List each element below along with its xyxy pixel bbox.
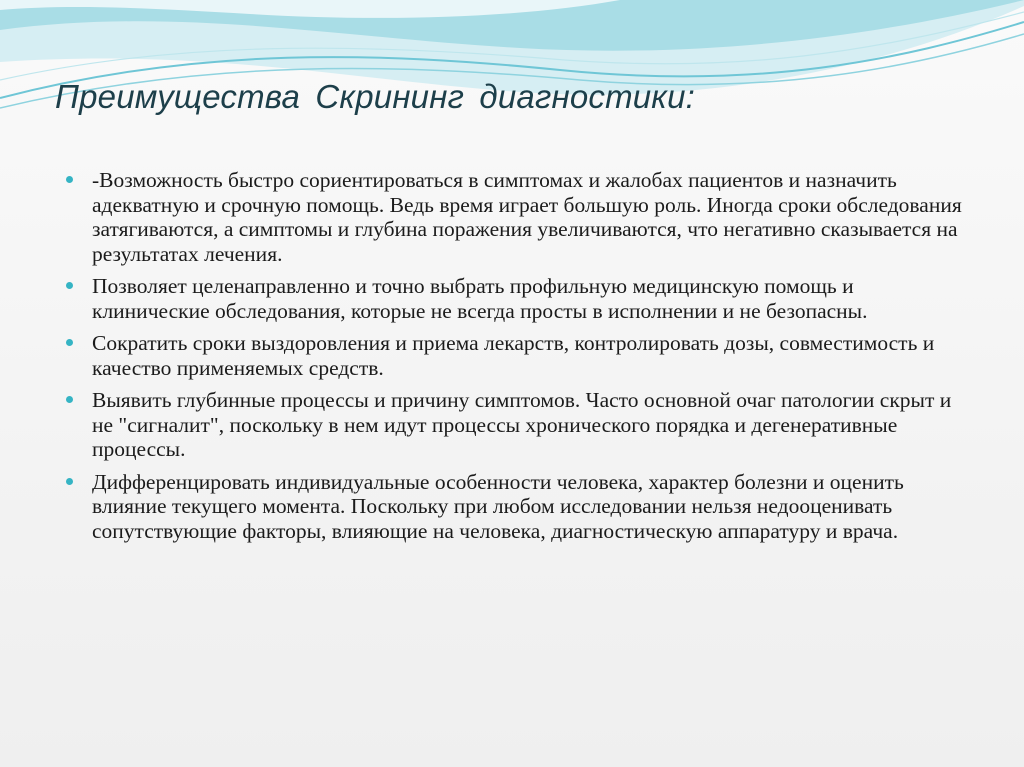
- bullet-text: Сократить сроки выздоровления и приема лекарств, контролировать дозы, совместимость и качество применяемых средств.: [92, 331, 935, 380]
- bullet-list: [66, 168, 966, 551]
- bullet-dot-icon: [66, 478, 73, 485]
- bullet-item-individual-features: [66, 470, 966, 544]
- bullet-text: -Возможность быстро сориентироваться в симптомах и жалобах пациентов и назначить адекватную и срочную помощь. Ведь время играет большую роль. Иногда сроки обследования затягиваются, а симптомы и глубина поражения увеличиваются, что негативно сказывается на результатах лечения.: [92, 168, 962, 266]
- bullet-item-shorter-recovery: [66, 331, 966, 380]
- bullet-item-quick-orientation: [66, 168, 966, 266]
- bullet-text: Дифференцировать индивидуальные особенности человека, характер болезни и оценить влияние текущего момента. Поскольку при любом исследовании нельзя недооценивать сопутствующие факторы, влияющие на человека, диагностическую аппаратуру и врача.: [92, 469, 904, 543]
- bullet-dot-icon: [66, 176, 73, 183]
- bullet-text: Выявить глубинные процессы и причину симптомов. Часто основной очаг патологии скрыт и не "сигналит", поскольку в нем идут процессы хронического порядка и дегенеративные процессы.: [92, 388, 952, 461]
- bullet-text: Позволяет целенаправленно и точно выбрать профильную медицинскую помощь и клинические обследования, которые не всегда просты в исполнении и не безопасны.: [92, 274, 868, 323]
- bullet-item-targeted-care: [66, 274, 966, 323]
- slide-title: Преимущества Скрининг диагностики:: [55, 78, 696, 115]
- bullet-item-deep-processes: [66, 388, 966, 462]
- bullet-dot-icon: [66, 396, 73, 403]
- bullet-dot-icon: [66, 339, 73, 346]
- bullet-dot-icon: [66, 282, 73, 289]
